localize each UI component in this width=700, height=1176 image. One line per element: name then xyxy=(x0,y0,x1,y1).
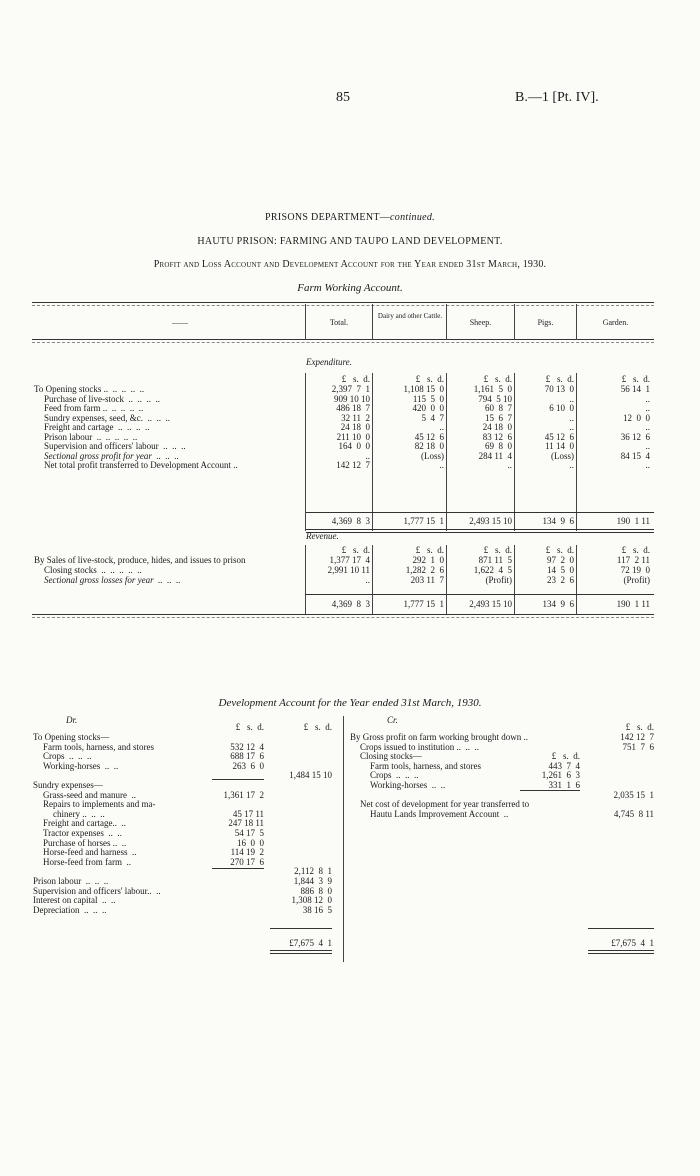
entry-label: Prison labour .. .. .. xyxy=(33,876,109,886)
table-cell: 36 12 6 xyxy=(620,431,650,442)
table-cell: (Loss) xyxy=(551,450,574,461)
table-cell: 1,282 2 6 xyxy=(405,565,444,575)
entry-label: Net cost of development for year transferred to xyxy=(360,799,530,810)
entry-subtotal: 886 8 0 xyxy=(300,885,332,896)
unit-header: £ s. d. xyxy=(483,545,512,555)
unit-header: £ s. d. xyxy=(303,722,332,732)
table-cell: 5 4 7 xyxy=(421,412,444,423)
expenditure-label: Expenditure. xyxy=(306,357,352,367)
total-double-rule xyxy=(270,950,332,954)
entry-label: Crops issued to institution .. .. .. xyxy=(360,741,480,752)
table-cell: 2,991 10 11 xyxy=(327,565,370,575)
entry-amount: 688 17 6 xyxy=(230,751,264,762)
table-cell: 60 8 7 xyxy=(485,403,512,413)
total-cell: 2,493 15 10 xyxy=(469,516,512,526)
table-cell: 82 18 0 xyxy=(414,441,444,451)
entry-amount: 247 18 11 xyxy=(228,818,264,829)
entry-label: Working-horses .. .. xyxy=(43,760,119,771)
total-cell: 1,777 15 1 xyxy=(403,599,444,609)
development-title: Development Account for the Year ended 31st March, 1930. xyxy=(218,697,482,709)
col-header-cattle: Dairy and other Cattle. xyxy=(377,312,443,320)
table-bottom-rule xyxy=(32,614,654,615)
table-cell: .. xyxy=(645,460,650,470)
table-cell: 12 0 0 xyxy=(623,412,650,423)
entry-label: Horse-feed and harness .. xyxy=(43,847,137,858)
revenue-total-rule xyxy=(306,594,654,595)
col-divider xyxy=(305,373,306,531)
table-cell: 909 10 10 xyxy=(334,393,370,404)
table-cell: .. xyxy=(645,441,650,451)
table-cell: (Profit) xyxy=(485,575,512,585)
table-cell: .. xyxy=(569,422,574,432)
col-divider xyxy=(372,373,373,531)
row-label: Sectional gross losses for year .. .. .. xyxy=(44,575,181,585)
total-cell: 4,369 8 3 xyxy=(331,516,370,526)
col-divider xyxy=(446,373,447,531)
entry-subtotal: 4,745 8 11 xyxy=(613,808,654,819)
table-top-rule-dashed xyxy=(32,305,654,306)
prison-title: HAUTU PRISON: FARMING AND TAUPO LAND DEVELOPMENT. xyxy=(197,236,503,247)
entry-subtotal: 2,112 8 1 xyxy=(294,866,332,877)
entry-amount: 532 12 4 xyxy=(230,741,264,752)
table-cell: 15 6 7 xyxy=(485,412,512,423)
table-cell: 211 10 0 xyxy=(336,431,370,442)
subtotal-rule xyxy=(520,790,580,791)
table-cell: .. xyxy=(365,450,370,461)
table-header-rule xyxy=(32,339,654,340)
entry-label: Repairs to implements and ma- xyxy=(43,799,156,810)
table-cell: 45 12 6 xyxy=(414,431,444,442)
account-title: Profit and Loss Account and Development Account for the Year ended 31st March, 1930. xyxy=(153,259,547,270)
table-cell: .. xyxy=(439,422,444,432)
table-cell: 24 18 0 xyxy=(482,422,512,432)
subtotal-rule xyxy=(270,928,332,929)
unit-header: £ s. d. xyxy=(483,374,512,384)
table-cell: .. xyxy=(507,460,512,470)
row-label: By Sales of live-stock, produce, hides, and issues to prison xyxy=(34,555,246,565)
entry-label: Purchase of horses .. .. xyxy=(43,837,127,848)
entry-label: Freight and cartage.. .. xyxy=(43,818,126,829)
table-cell: .. xyxy=(569,393,574,404)
row-label: Sectional gross profit for year .. .. .. xyxy=(44,450,179,461)
col-divider xyxy=(576,545,577,615)
entry-label: Horse-feed from farm .. xyxy=(43,856,131,867)
table-cell: 1,622 4 5 xyxy=(473,565,512,575)
table-cell: 32 11 2 xyxy=(341,412,370,423)
table-cell: .. xyxy=(645,393,650,404)
entry-label: Grass-seed and manure .. xyxy=(43,789,136,800)
table-cell: 84 15 4 xyxy=(620,450,650,461)
unit-header: £ s. d. xyxy=(625,722,654,732)
row-label: Net total profit transferred to Development Account .. xyxy=(44,460,238,470)
entry-amount: 1,361 17 2 xyxy=(223,789,264,800)
account-total: £7,675 4 1 xyxy=(611,938,654,948)
table-cell: .. xyxy=(439,460,444,470)
table-cell: 83 12 6 xyxy=(482,431,512,442)
entry-label: By Gross profit on farm working brought down .. xyxy=(350,732,528,742)
page-number: 85 xyxy=(336,90,350,105)
total-cell: 4,369 8 3 xyxy=(331,599,370,609)
table-cell: 117 2 11 xyxy=(616,555,650,565)
table-cell: 203 11 7 xyxy=(410,575,444,585)
unit-header: £ s. d. xyxy=(621,545,650,555)
entry-label: Farm tools, harness, and stores xyxy=(43,741,154,752)
expenditure-total-double-rule xyxy=(306,529,654,533)
credit-label: Cr. xyxy=(387,715,398,725)
table-cell: 1,377 17 4 xyxy=(329,555,370,565)
entry-subtotal: 142 12 7 xyxy=(620,732,654,742)
table-header-rule-dashed xyxy=(32,342,654,343)
table-cell: 1,108 15 0 xyxy=(403,384,444,394)
row-label: To Opening stocks .. .. .. .. .. xyxy=(34,384,145,394)
table-cell: 24 18 0 xyxy=(340,422,370,432)
table-cell: 45 12 6 xyxy=(544,431,574,442)
entry-label: To Opening stocks— xyxy=(33,732,110,742)
account-total: £7,675 4 1 xyxy=(289,938,332,948)
entry-amount: 54 17 5 xyxy=(234,828,264,838)
row-label: Feed from farm .. .. .. .. .. xyxy=(44,403,144,413)
department-title: PRISONS DEPARTMENT—continued. xyxy=(265,212,435,223)
debit-label: Dr. xyxy=(66,715,78,725)
total-cell: 190 1 11 xyxy=(616,599,650,609)
table-cell: 69 8 0 xyxy=(485,441,512,451)
table-cell: 2,397 7 1 xyxy=(331,384,370,394)
row-label: Prison labour .. .. .. .. .. xyxy=(44,431,138,442)
unit-header: £ s. d. xyxy=(415,545,444,555)
entry-label: Closing stocks— xyxy=(360,751,422,762)
table-cell: .. xyxy=(569,460,574,470)
row-label: Sundry expenses, seed, &c. .. .. .. xyxy=(44,412,170,423)
table-cell: 14 5 0 xyxy=(547,565,574,575)
unit-header: £ s. d. xyxy=(341,545,370,555)
col-divider xyxy=(372,304,373,340)
entry-amount: 1,261 6 3 xyxy=(541,770,580,781)
unit-header: £ s. d. xyxy=(545,545,574,555)
table-cell: 1,161 5 0 xyxy=(473,384,512,394)
table-cell: .. xyxy=(365,575,370,585)
table-cell: .. xyxy=(645,403,650,413)
document-reference: B.—1 [Pt. IV]. xyxy=(515,90,599,105)
table-cell: 11 14 0 xyxy=(545,441,574,451)
table-cell: 72 19 0 xyxy=(620,565,650,575)
table-cell: 56 14 1 xyxy=(620,384,650,394)
row-label: Freight and cartage .. .. .. .. xyxy=(44,422,150,432)
entry-label: Crops .. .. .. xyxy=(370,770,419,781)
table-cell: 871 11 5 xyxy=(478,555,512,565)
entry-subtotal: 2,035 15 1 xyxy=(613,789,654,800)
table-cell: 486 18 7 xyxy=(336,403,370,413)
header-blank-dash: —— xyxy=(172,318,188,327)
table-cell: 115 5 0 xyxy=(412,393,444,404)
table-cell: .. xyxy=(645,422,650,432)
total-cell: 134 9 6 xyxy=(542,516,574,526)
entry-label: Supervision and officers' labour.. .. xyxy=(33,885,161,896)
table-cell: 70 13 0 xyxy=(544,384,574,394)
entry-amount: 331 1 6 xyxy=(548,780,580,790)
entry-amount: 270 17 6 xyxy=(230,856,264,867)
col-header-total: Total. xyxy=(329,318,349,327)
unit-header: £ s. d. xyxy=(235,722,264,732)
unit-header: £ s. d. xyxy=(545,374,574,384)
entry-subtotal: 38 16 5 xyxy=(302,904,332,915)
entry-label: Sundry expenses— xyxy=(33,780,103,790)
entry-label: Depreciation .. .. .. xyxy=(33,904,107,915)
table-cell: 164 0 0 xyxy=(338,441,370,451)
col-divider xyxy=(576,373,577,531)
total-cell: 2,493 15 10 xyxy=(469,599,512,609)
total-cell: 134 9 6 xyxy=(542,599,574,609)
row-label: Closing stocks .. .. .. .. .. xyxy=(44,565,142,575)
unit-header: £ s. d. xyxy=(415,374,444,384)
expenditure-total-rule xyxy=(306,512,654,513)
entry-subtotal: 1,484 15 10 xyxy=(289,770,332,781)
entry-label: Interest on capital .. .. xyxy=(33,895,116,906)
table-cell: 23 2 6 xyxy=(547,575,574,585)
center-divider xyxy=(343,716,344,962)
total-cell: 1,777 15 1 xyxy=(403,516,444,526)
entry-label: Crops .. .. .. xyxy=(43,751,92,762)
table-cell: 142 12 7 xyxy=(336,460,370,470)
unit-header: £ s. d. xyxy=(341,374,370,384)
row-label: Purchase of live-stock .. .. .. .. xyxy=(44,393,160,404)
entry-subtotal: 1,844 3 9 xyxy=(293,876,332,886)
table-cell: (Loss) xyxy=(421,450,444,461)
entry-label: Working-horses .. .. xyxy=(370,780,446,790)
entry-subtotal: 751 7 6 xyxy=(622,741,654,752)
entry-amount: 16 0 0 xyxy=(237,837,264,848)
col-header-pigs: Pigs. xyxy=(537,318,554,327)
entry-amount: 443 7 4 xyxy=(548,760,580,771)
subtotal-rule xyxy=(588,928,654,929)
table-cell: (Profit) xyxy=(623,575,650,585)
subtotal-rule xyxy=(212,779,264,780)
col-divider xyxy=(372,545,373,615)
total-double-rule xyxy=(588,950,654,954)
unit-header: £ s. d. xyxy=(621,374,650,384)
row-label: Supervision and officers' labour .. .. .. xyxy=(44,441,186,451)
table-cell: .. xyxy=(569,412,574,423)
table-cell: 6 10 0 xyxy=(549,403,574,413)
table-top-rule xyxy=(32,302,654,303)
table-cell: 292 1 0 xyxy=(412,555,444,565)
col-header-garden: Garden. xyxy=(602,318,629,327)
farm-account-title: Farm Working Account. xyxy=(297,282,403,294)
revenue-label: Revenue. xyxy=(306,531,339,541)
col-header-sheep: Sheep. xyxy=(469,318,492,327)
entry-label: Tractor expenses .. .. xyxy=(43,828,122,838)
entry-amount: 45 17 11 xyxy=(232,808,264,819)
col-divider xyxy=(514,373,515,531)
entry-amount: 114 19 2 xyxy=(230,847,264,858)
total-cell: 190 1 11 xyxy=(616,516,650,526)
entry-subtotal: 1,308 12 0 xyxy=(291,895,332,906)
entry-label: Hautu Lands Improvement Account .. xyxy=(370,808,509,819)
subtotal-rule xyxy=(212,868,264,869)
table-cell: 284 11 4 xyxy=(478,450,512,461)
entry-label: Farm tools, harness, and stores xyxy=(370,760,481,771)
table-cell: 794 5 10 xyxy=(478,393,512,404)
table-cell: 97 2 0 xyxy=(547,555,574,565)
table-cell: 420 0 0 xyxy=(412,403,444,413)
entry-amount: £ s. d. xyxy=(551,751,580,762)
entry-amount: 263 6 0 xyxy=(232,760,264,771)
table-bottom-rule-dashed xyxy=(32,617,654,618)
entry-label: chinery .. .. .. xyxy=(53,808,105,819)
